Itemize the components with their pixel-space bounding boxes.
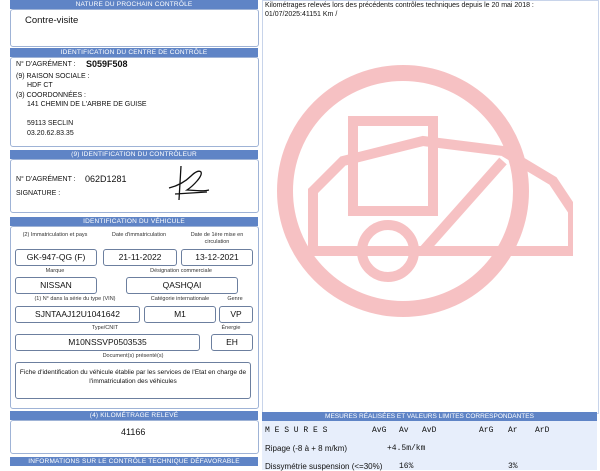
date-immat-value: 21-11-2022 [103, 249, 177, 266]
centre-raison: HDF CT [27, 82, 53, 89]
centre-header: IDENTIFICATION DU CENTRE DE CONTRÔLE [10, 48, 258, 57]
marque-label: Marque [45, 268, 65, 274]
categorie-value: M1 [144, 306, 216, 323]
mesures-panel [262, 412, 597, 470]
history-text: Kilométrages relevés lors des précédents contrôles techniques depuis le 20 mai 2018 : 01/07/2025:41151 Km / [265, 2, 534, 18]
type-value: M10NSSVP0503535 [15, 334, 200, 351]
designation-value: QASHQAI [126, 277, 238, 294]
docs-label: Document(s) présenté(s) [102, 353, 164, 359]
ripage-label: Ripage (-8 à + 8 m/km) [265, 444, 348, 453]
categorie-label: Catégorie internationale [150, 296, 210, 302]
centre-agrement-label: N° D'AGRÉMENT : [16, 61, 76, 68]
km-value: 41166 [121, 427, 146, 437]
type-label: Type/CNIT [91, 325, 119, 331]
mesures-col-title: M E S U R E S [265, 426, 328, 435]
immat-label: (2) Immatriculation et pays [22, 232, 88, 238]
mesures-header: MESURES RÉALISÉES ET VALEURS LIMITES CORRESPONDANTES [262, 412, 597, 421]
centre-agrement: S059F508 [86, 59, 128, 69]
controleur-agrement-label: N° D'AGRÉMENT : [16, 176, 76, 183]
centre-box [10, 57, 259, 147]
ripage-value: +4.5m/km [387, 444, 426, 453]
vehicule-box [10, 226, 259, 409]
col-avd: AvD [422, 426, 437, 435]
date-circ-value: 13-12-2021 [181, 249, 253, 266]
centre-address1: 141 CHEMIN DE L'ARBRE DE GUISE [27, 101, 147, 108]
col-arg: ArG [479, 426, 494, 435]
designation-label: Désignation commerciale [150, 268, 212, 274]
centre-phone: 03.20.62.83.35 [27, 130, 74, 137]
prochain-header: NATURE DU PROCHAIN CONTRÔLE [10, 0, 258, 9]
controleur-box [10, 159, 259, 213]
controleur-agrement: 062D1281 [85, 174, 127, 184]
vin-label: (1) N° dans la série du type (VIN) [34, 296, 116, 302]
controleur-header: (9) IDENTIFICATION DU CONTRÔLEUR [10, 150, 258, 159]
col-ar: Ar [508, 426, 518, 435]
controleur-signature-label: SIGNATURE : [16, 190, 61, 197]
car-watermark-image [273, 41, 573, 321]
dissym-ar: 3% [508, 462, 518, 471]
km-header: (4) KILOMÉTRAGE RELEVÉ [10, 411, 258, 420]
right-panel [262, 0, 599, 414]
dissym-av: 16% [399, 462, 414, 471]
col-avg: AvG [372, 426, 387, 435]
energie-label: Énergie [221, 325, 241, 331]
prochain-box [10, 9, 259, 47]
signature-image [163, 164, 213, 204]
docs-value: Fiche d'identification du véhicule établie par les services de l'Etat en charge de l'immatriculation des véhicules [15, 362, 251, 399]
centre-address2: 59113 SECLIN [27, 120, 74, 127]
energie-value: EH [211, 334, 253, 351]
vin-value: SJNTAAJ12U1041642 [15, 306, 140, 323]
dissym-label: Dissymétrie suspension (<=30%) [265, 462, 383, 471]
genre-value: VP [219, 306, 253, 323]
date-immat-label: Date d'immatriculation [111, 232, 167, 238]
km-box [10, 420, 259, 454]
col-ard: ArD [535, 426, 550, 435]
genre-label: Genre [227, 296, 243, 302]
date-circ-label: Date de 1ère mise en circulation [190, 232, 244, 245]
infos-header: INFORMATIONS SUR LE CONTRÔLE TECHNIQUE DÉFAVORABLE [10, 457, 258, 466]
prochain-value: Contre-visite [25, 15, 79, 26]
col-av: Av [399, 426, 409, 435]
immat-value: GK-947-QG (F) [15, 249, 97, 266]
marque-value: NISSAN [15, 277, 97, 294]
centre-coord-label: (3) COORDONNÉES : [16, 92, 87, 99]
vehicule-header: IDENTIFICATION DU VÉHICULE [10, 217, 258, 226]
centre-raison-label: (9) RAISON SOCIALE : [16, 73, 90, 80]
